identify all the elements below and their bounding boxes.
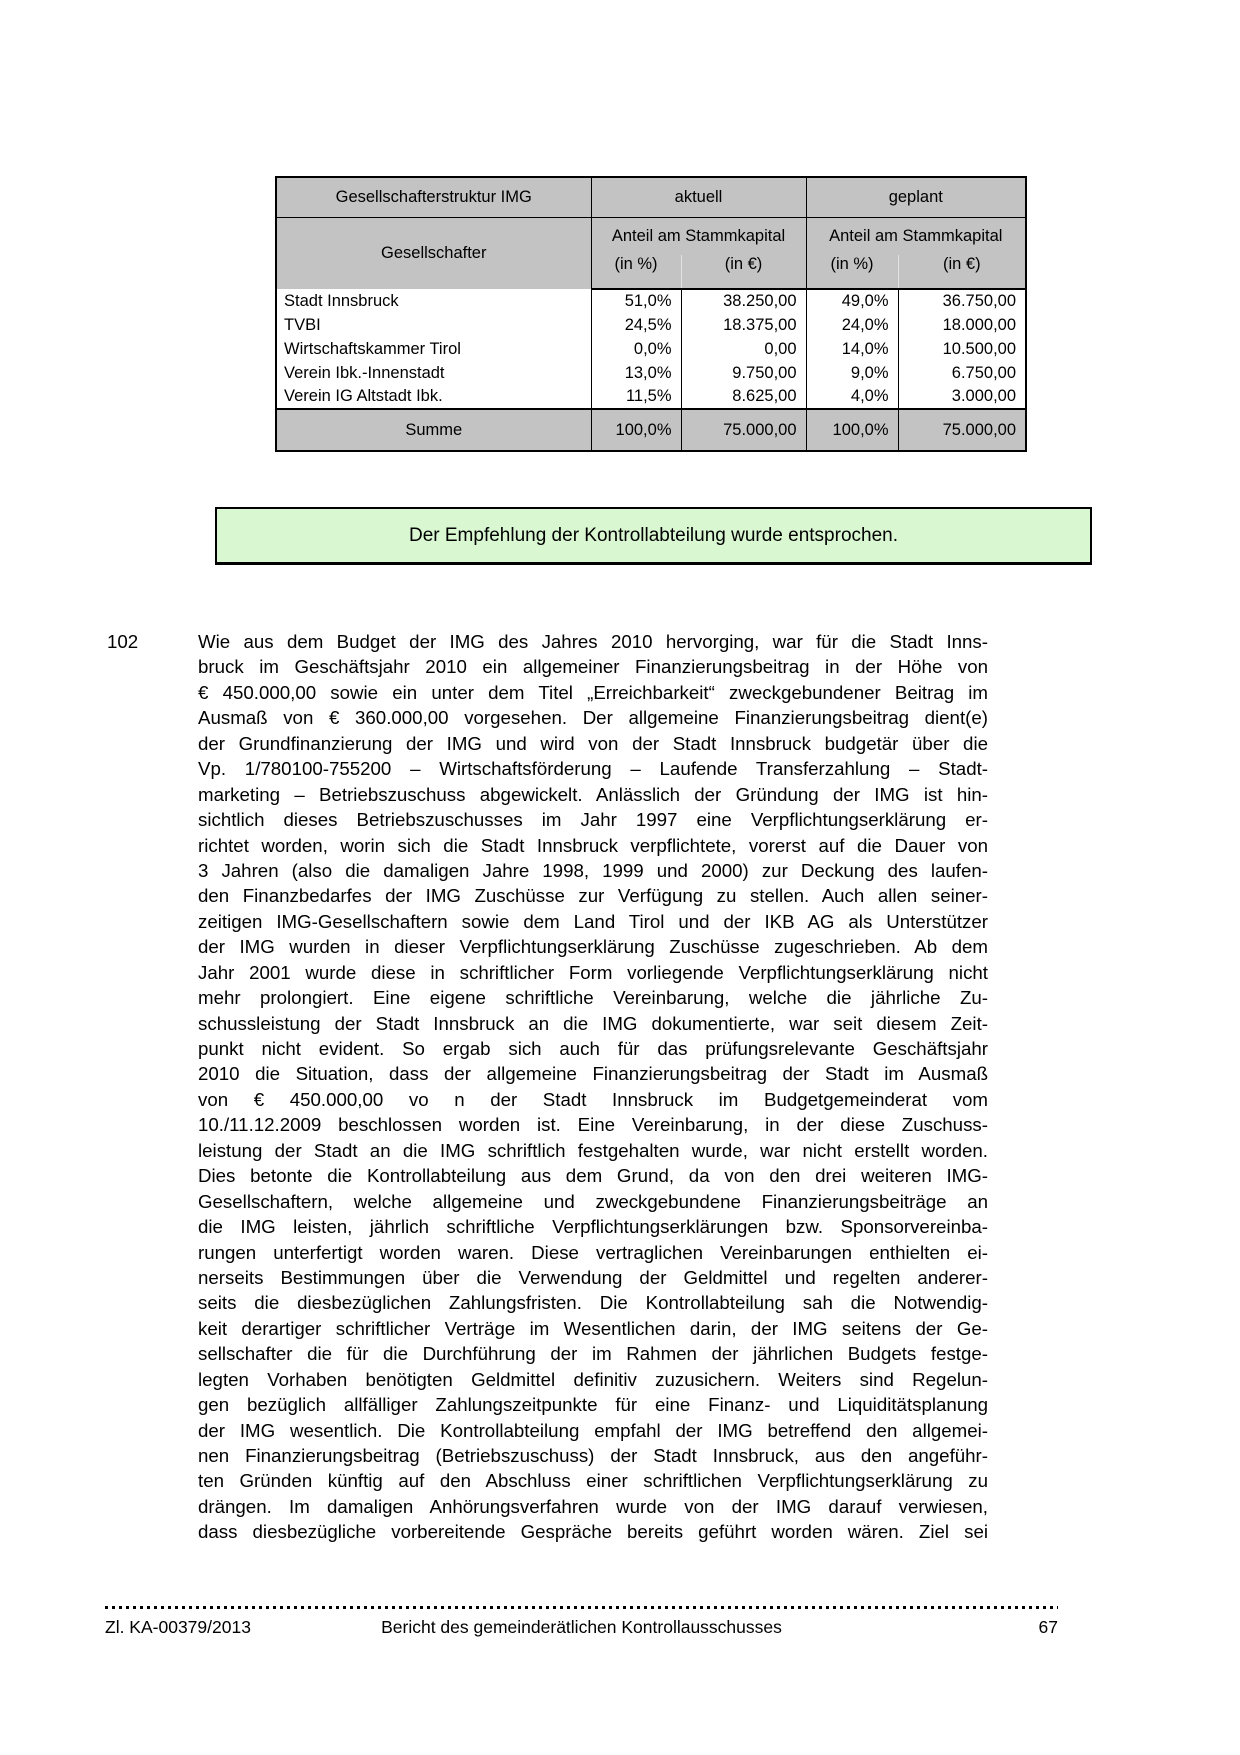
paragraph-line: ten Gründen künftig auf den Abschluss einer schriftlichen Verpflichtungserklärung zu: [198, 1470, 988, 1492]
cell-summe-aktuell-eur: 75.000,00: [681, 409, 806, 451]
table-row: [276, 385, 1026, 409]
cell-aktuell-eur: 8.625,00: [681, 385, 806, 409]
shareholder-structure-table: [275, 176, 1027, 452]
footer-reference-number: Zl. KA-00379/2013: [105, 1617, 251, 1637]
paragraph-line: € 450.000,00 sowie ein unter dem Titel „Erreichbarkeit“ zweckgebundener Beitrag im: [198, 681, 988, 703]
paragraph-line: Gesellschaftern, welche allgemeine und zweckgebundene Finanzierungsbeiträge an: [198, 1190, 988, 1212]
paragraph-line: der IMG wurden in dieser Verpflichtungserklärung Zuschüsse zugeschrieben. Ab dem: [198, 936, 988, 958]
footer-page-number: 67: [1038, 1617, 1058, 1637]
paragraph-line: Wie aus dem Budget der IMG des Jahres 2010 hervorging, war für die Stadt Inns-: [198, 631, 988, 652]
paragraph-line: richtet worden, worin sich die Stadt Innsbruck verpflichtete, vorerst auf die Dauer von: [198, 834, 988, 856]
cell-geplant-pct: 49,0%: [806, 289, 898, 313]
table-sum-row: [276, 409, 1026, 451]
paragraph-line: 2010 die Situation, dass der allgemeine Finanzierungsbeitrag der Stadt im Ausmaß: [198, 1063, 988, 1085]
cell-shareholder: Verein IG Altstadt Ibk.: [284, 387, 443, 405]
subheader-aktuell: Anteil am Stammkapital: [591, 217, 806, 255]
subheader-geplant: Anteil am Stammkapital: [806, 217, 1026, 255]
paragraph-line: punkt nicht evident. So ergab sich auch für das prüfungsrelevante Geschäftsjahr: [198, 1038, 988, 1059]
paragraph-line: seits die diesbezüglichen Zahlungsfristen. Die Kontrollabteilung sah die Notwendig-: [198, 1292, 988, 1314]
cell-shareholder: Stadt Innsbruck: [284, 291, 399, 310]
cell-summe-label: Summe: [276, 409, 591, 451]
cell-aktuell-pct: 51,0%: [591, 289, 681, 313]
cell-shareholder: Wirtschaftskammer Tirol: [284, 339, 461, 358]
paragraph-line: legten Vorhaben benötigten Geldmittel definitiv zuzusichern. Weiters sind Regelun-: [198, 1368, 988, 1390]
cell-geplant-pct: 4,0%: [806, 385, 898, 409]
paragraph-line: die IMG leisten, jährlich schriftliche Verpflichtungserklärungen bzw. Sponsorvereinba-: [198, 1216, 988, 1238]
cell-geplant-pct: 24,0%: [806, 313, 898, 337]
paragraph-line: sichtlich dieses Betriebszuschusses im Jahr 1997 eine Verpflichtungserklärung er-: [198, 809, 988, 831]
paragraph-line: nerseits Bestimmungen über die Verwendung der Geldmittel und regelten anderer-: [198, 1266, 988, 1288]
page-footer: [105, 1617, 1058, 1641]
paragraph-line: marketing – Betriebszuschuss abgewickelt. Anlässlich der Gründung der IMG ist hin-: [198, 783, 988, 805]
paragraph-line: von € 450.000,00 vo n der Stadt Innsbruck im Budgetgemeinderat vom: [198, 1088, 988, 1110]
cell-aktuell-pct: 11,5%: [591, 385, 681, 409]
cell-aktuell-pct: 0,0%: [591, 337, 681, 361]
cell-aktuell-eur: 9.750,00: [681, 361, 806, 385]
cell-geplant-eur: 3.000,00: [898, 385, 1026, 409]
paragraph-line: nen Finanzierungsbeitrag (Betriebszuschuss) der Stadt Innsbruck, aus den angeführ-: [198, 1445, 988, 1466]
table-title: Gesellschafterstruktur IMG: [276, 177, 591, 217]
paragraph-line: mehr prolongiert. Eine eigene schriftliche Vereinbarung, welche die jährliche Zu-: [198, 987, 988, 1009]
table-row: [276, 361, 1026, 385]
table-row: [276, 289, 1026, 313]
cell-aktuell-eur: 38.250,00: [681, 289, 806, 313]
paragraph-line: Dies betonte die Kontrollabteilung aus dem Grund, da von den drei weiteren IMG-: [198, 1165, 988, 1187]
paragraph-line: zeitigen IMG-Gesellschaftern sowie dem Land Tirol und der IKB AG als Unterstützer: [198, 910, 988, 932]
group-header-geplant: geplant: [806, 177, 1026, 217]
paragraph-line: sellschafter die für die Durchführung der im Rahmen der jährlichen Budgets festge-: [198, 1343, 988, 1365]
unit-header: (in €): [681, 255, 806, 289]
unit-header: (in %): [806, 255, 898, 289]
paragraph-line: leistung der Stadt an die IMG schriftlich festgehalten wurde, war nicht erstellt worden.: [198, 1139, 988, 1161]
paragraph-line: schussleistung der Stadt Innsbruck an die IMG dokumentierte, war seit diesem Zeit-: [198, 1012, 988, 1034]
paragraph-line: 3 Jahren (also die damaligen Jahre 1998, 1999 und 2000) zur Deckung des laufen-: [198, 859, 988, 881]
cell-aktuell-eur: 0,00: [681, 337, 806, 361]
paragraph-line: 10./11.12.2009 beschlossen worden ist. Eine Vereinbarung, in der diese Zuschuss-: [198, 1114, 988, 1136]
cell-shareholder: Verein Ibk.-Innenstadt: [284, 363, 445, 382]
paragraph-line: rungen unterfertigt worden waren. Diese vertraglichen Vereinbarungen enthielten ei-: [198, 1241, 988, 1263]
paragraph-line: keit derartiger schriftlicher Verträge im Wesentlichen darin, der IMG seitens der Ge-: [198, 1317, 988, 1339]
paragraph-line: Jahr 2001 wurde diese in schriftlicher Form vorliegende Verpflichtungserklärung nicht: [198, 961, 988, 983]
paragraph-body: [198, 629, 988, 1545]
paragraph-line: drängen. Im damaligen Anhörungsverfahren wurde von der IMG darauf verwiesen,: [198, 1495, 988, 1517]
cell-aktuell-pct: 24,5%: [591, 313, 681, 337]
group-header-aktuell: aktuell: [591, 177, 806, 217]
cell-geplant-eur: 36.750,00: [898, 289, 1026, 313]
cell-summe-geplant-pct: 100,0%: [806, 409, 898, 451]
table-row: [276, 313, 1026, 337]
paragraph-line: gen bezüglich allfälliger Zahlungszeitpunkte für eine Finanz- und Liquiditätsplanung: [198, 1394, 988, 1416]
cell-summe-geplant-eur: 75.000,00: [898, 409, 1026, 451]
cell-shareholder: TVBI: [284, 315, 321, 334]
table-row: [276, 337, 1026, 361]
footer-dotted-rule: [105, 1606, 1058, 1609]
recommendation-box: [215, 507, 1092, 565]
cell-geplant-eur: 18.000,00: [898, 313, 1026, 337]
cell-geplant-eur: 10.500,00: [898, 337, 1026, 361]
recommendation-text: Der Empfehlung der Kontrollabteilung wurde entsprochen.: [408, 524, 899, 546]
table-subheader-row: [276, 217, 1026, 255]
cell-geplant-pct: 9,0%: [806, 361, 898, 385]
cell-aktuell-pct: 13,0%: [591, 361, 681, 385]
paragraph-line: dass diesbezügliche vorbereitende Gespräche bereits geführt worden wären. Ziel sei: [198, 1521, 988, 1543]
cell-summe-aktuell-pct: 100,0%: [591, 409, 681, 451]
cell-geplant-eur: 6.750,00: [898, 361, 1026, 385]
footer-report-title: Bericht des gemeinderätlichen Kontrollausschusses: [381, 1617, 782, 1637]
paragraph-line: Ausmaß von € 360.000,00 vorgesehen. Der allgemeine Finanzierungsbeitrag dient(e): [198, 707, 988, 729]
paragraph-line: den Finanzbedarfes der IMG Zuschüsse zur Verfügung zu stellen. Auch allen seiner-: [198, 885, 988, 907]
cell-aktuell-eur: 18.375,00: [681, 313, 806, 337]
column-header-gesellschafter: Gesellschafter: [276, 217, 591, 289]
paragraph-line: der IMG wesentlich. Die Kontrollabteilung empfahl der IMG betreffend den allgemei-: [198, 1419, 988, 1441]
unit-header: (in %): [591, 255, 681, 289]
unit-header: (in €): [898, 255, 1026, 289]
paragraph-line: bruck im Geschäftsjahr 2010 ein allgemeiner Finanzierungsbeitrag in der Höhe von: [198, 656, 988, 678]
cell-geplant-pct: 14,0%: [806, 337, 898, 361]
paragraph-line: der Grundfinanzierung der IMG und wird von der Stadt Innsbruck budgetär über die: [198, 732, 988, 754]
paragraph-number: 102: [107, 631, 139, 652]
paragraph-line: Vp. 1/780100-755200 – Wirtschaftsförderung – Laufende Transferzahlung – Stadt-: [198, 758, 988, 780]
table-title-row: [276, 177, 1026, 217]
